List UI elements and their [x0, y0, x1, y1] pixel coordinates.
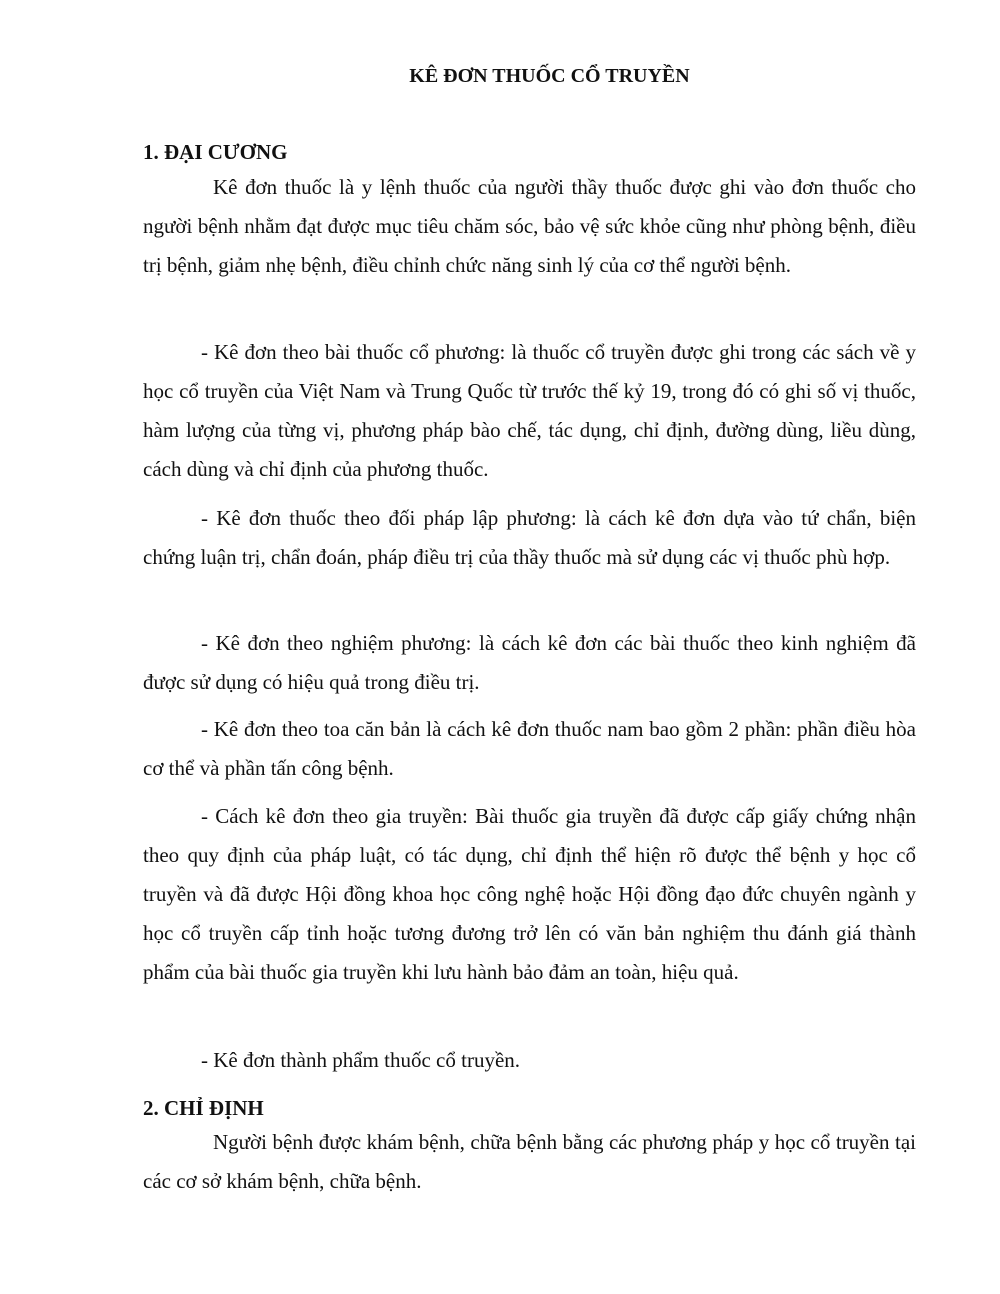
paragraph-classic-formula: - Kê đơn theo bài thuốc cổ phương: là thuốc cổ truyền được ghi trong các sách về y học cổ truyền của Việt Nam và Trung Quốc từ trước thế kỷ 19, trong đó có ghi số vị thuốc, hàm lượng của từng vị, phương pháp bào chế, tác dụng, chỉ định, đường dùng, liều dùng, cách dùng và chỉ định của phương thuốc. [143, 340, 916, 481]
paragraph-family-remedy: - Cách kê đơn theo gia truyền: Bài thuốc gia truyền đã được cấp giấy chứng nhận theo quy định của pháp luật, có tác dụng, chỉ định thể hiện rõ được thể bệnh y học cổ truyền và đã được Hội đồng khoa học công nghệ hoặc Hội đồng đạo đức chuyên ngành y học cổ truyền cấp tỉnh hoặc tương đương trở lên có văn bản nghiệm thu đánh giá thành phẩm của bài thuốc gia truyền khi lưu hành bảo đảm an toàn, hiệu quả. [143, 804, 916, 984]
paragraph-basic-prescription: - Kê đơn theo toa căn bản là cách kê đơn thuốc nam bao gồm 2 phần: phần điều hòa cơ thể và phần tấn công bệnh. [143, 717, 916, 780]
document-title: KÊ ĐƠN THUỐC CỔ TRUYỀN [409, 65, 690, 87]
paragraph-indication: Người bệnh được khám bệnh, chữa bệnh bằng các phương pháp y học cổ truyền tại các cơ sở khám bệnh, chữa bệnh. [143, 1130, 916, 1193]
section-heading-general: 1. ĐẠI CƯƠNG [143, 140, 288, 164]
section-heading-indication: 2. CHỈ ĐỊNH [143, 1096, 264, 1120]
paragraph-definition: Kê đơn thuốc là y lệnh thuốc của người thầy thuốc được ghi vào đơn thuốc cho người bệnh nhằm đạt được mục tiêu chăm sóc, bảo vệ sức khỏe cũng như phòng bệnh, điều trị bệnh, giảm nhẹ bệnh, điều chỉnh chức năng sinh lý của cơ thể người bệnh. [143, 175, 916, 277]
paragraph-differential-formula: - Kê đơn thuốc theo đối pháp lập phương: là cách kê đơn dựa vào tứ chẩn, biện chứng luận trị, chẩn đoán, pháp điều trị của thầy thuốc mà sử dụng các vị thuốc phù hợp. [143, 506, 916, 569]
paragraph-finished-product: - Kê đơn thành phẩm thuốc cổ truyền. [201, 1048, 521, 1072]
paragraph-empirical-formula: - Kê đơn theo nghiệm phương: là cách kê đơn các bài thuốc theo kinh nghiệm đã được sử dụng có hiệu quả trong điều trị. [143, 631, 916, 694]
